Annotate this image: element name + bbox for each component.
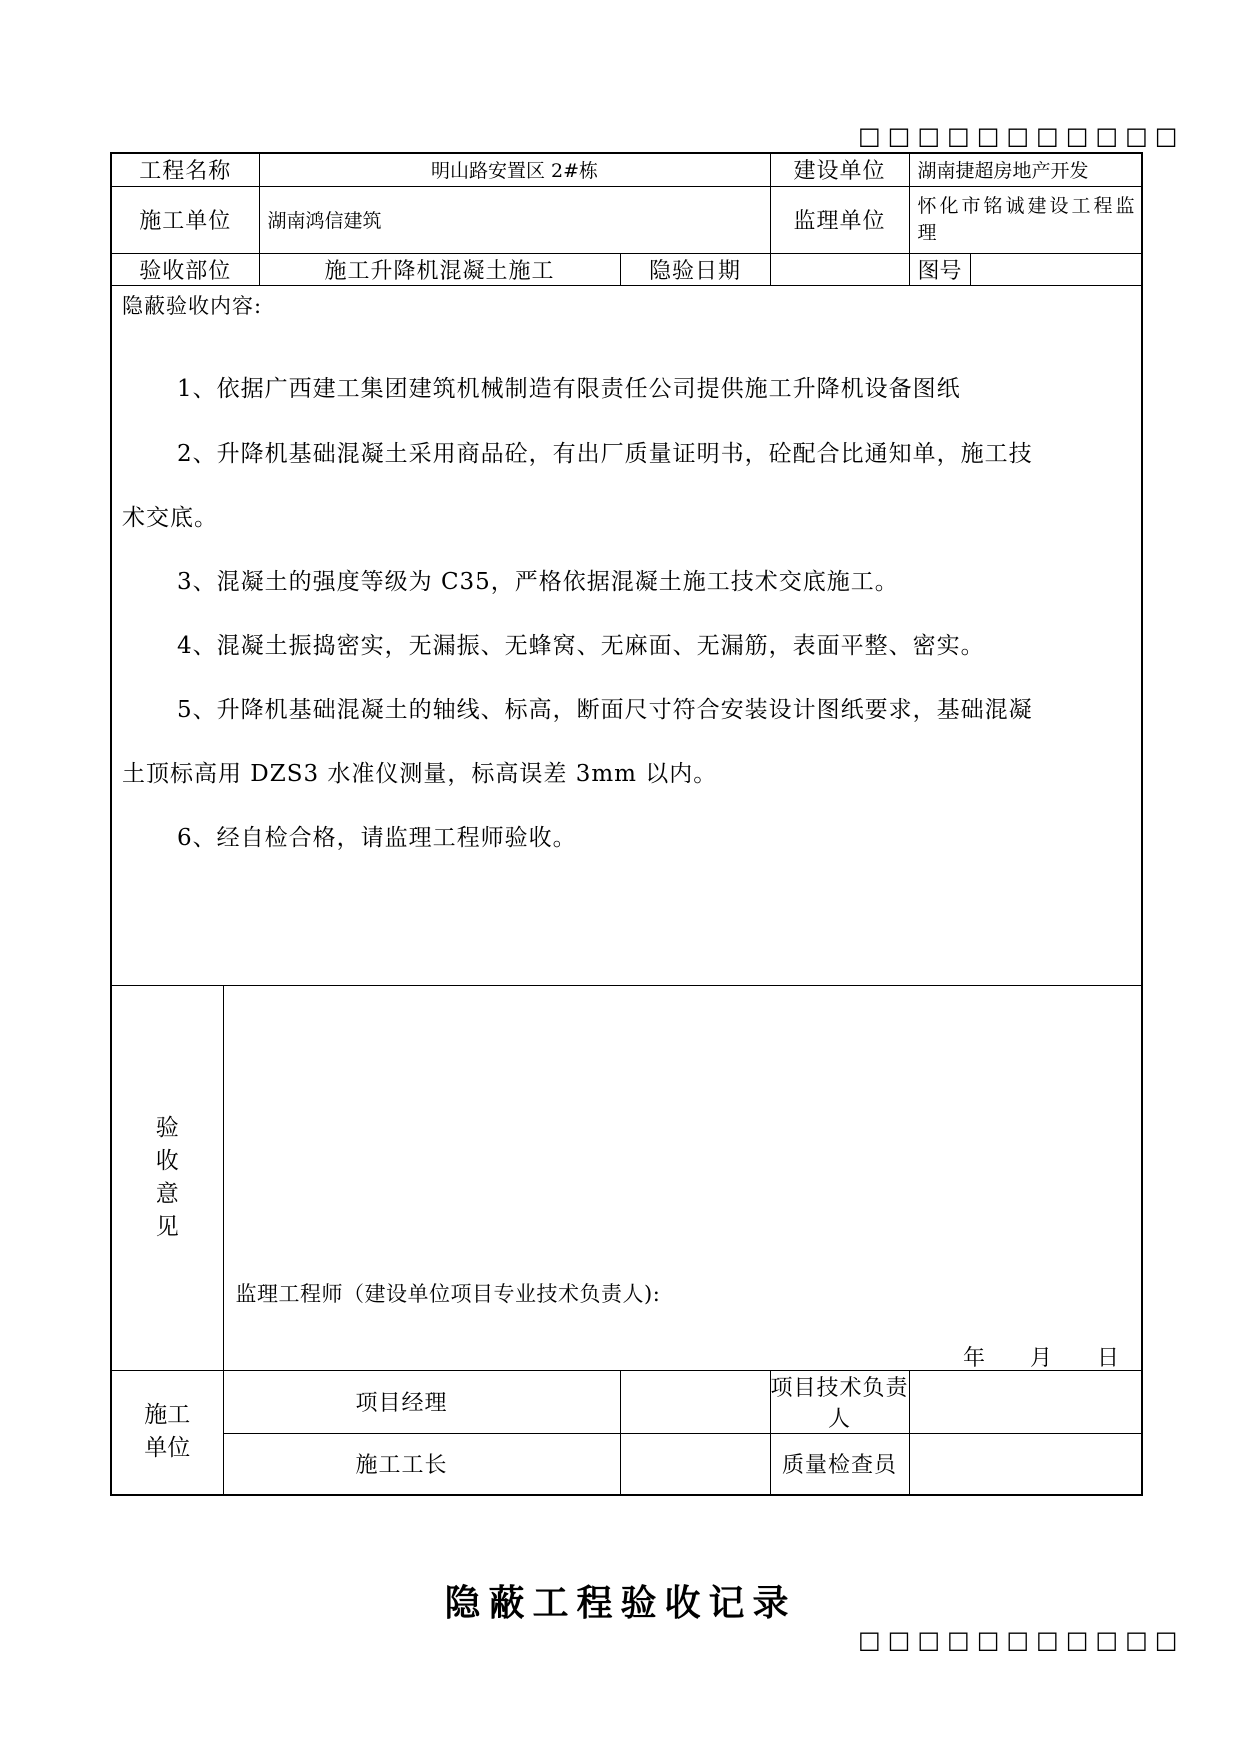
construction-unit-side-label [111, 1370, 223, 1495]
drawing-number-cell [909, 253, 1142, 285]
supervision-unit-label: 监理单位 [770, 186, 909, 253]
quality-inspector-label: 质量检查员 [770, 1433, 909, 1495]
inspection-part-value: 施工升降机混凝土施工 [259, 253, 620, 285]
content-line-4: 4、混凝土振捣密实，无漏振、无蜂窝、无麻面、无漏筋，表面平整、密实。 [177, 632, 985, 659]
content-line-1: 1、依据广西建工集团建筑机械制造有限责任公司提供施工升降机设备图纸 [177, 375, 961, 402]
construction-unit-value: 湖南鸿信建筑 [259, 186, 770, 253]
tech-lead-value [909, 1370, 1142, 1433]
date-month: 月 [1030, 1345, 1053, 1371]
opinion-char-3: 意 [155, 1180, 179, 1207]
footer-form-number-boxes: □□□□□□□□□□□ [858, 1625, 1185, 1654]
tech-lead-label: 项目技术负责人 [770, 1370, 909, 1433]
opinion-char-1: 验 [155, 1114, 179, 1141]
drawing-number-label: 图号 [910, 254, 971, 285]
construction-unit-label: 施工单位 [111, 186, 259, 253]
acceptance-opinion-label [111, 985, 223, 1370]
inspection-date-label: 隐验日期 [620, 253, 770, 285]
date-year: 年 [962, 1345, 985, 1371]
header-form-number-boxes: □□□□□□□□□□□ [858, 121, 1185, 150]
document-title: 隐蔽工程验收记录 [444, 1582, 797, 1624]
site-foreman-label: 施工工长 [223, 1433, 620, 1495]
supervisor-signature-label: 监理工程师（建设单位项目专业技术负责人): [235, 1281, 661, 1306]
supervision-unit-value: 怀化市铭诚建设工程监理 [909, 186, 1142, 253]
opinion-char-4: 见 [155, 1213, 179, 1240]
project-manager-label: 项目经理 [223, 1370, 620, 1433]
inspection-date-value [770, 253, 909, 285]
opinion-char-2: 收 [155, 1147, 179, 1174]
project-manager-value [620, 1370, 770, 1433]
signature-date [925, 1341, 1119, 1372]
project-name-label: 工程名称 [111, 153, 259, 186]
content-line-6: 6、经自检合格，请监理工程师验收。 [177, 824, 577, 851]
project-name-value: 明山路安置区 2#栋 [259, 153, 770, 186]
quality-inspector-value [909, 1433, 1142, 1495]
concealed-inspection-content [111, 285, 1142, 985]
unit-char-1: 施工 [144, 1402, 191, 1429]
content-line-5-cont: 土顶标高用 DZS3 水准仪测量，标高误差 3mm 以内。 [122, 760, 718, 787]
date-day: 日 [1097, 1345, 1120, 1371]
content-title: 隐蔽验收内容: [122, 293, 263, 318]
acceptance-opinion-area [223, 985, 1142, 1370]
content-line-5: 5、升降机基础混凝土的轴线、标高，断面尺寸符合安装设计图纸要求，基础混凝 [177, 696, 1033, 723]
unit-char-2: 单位 [144, 1435, 191, 1462]
content-line-2-cont: 术交底。 [122, 504, 218, 531]
site-foreman-value [620, 1433, 770, 1495]
builder-unit-value: 湖南捷超房地产开发 [909, 153, 1142, 186]
inspection-record-table [110, 152, 1143, 1496]
inspection-part-label: 验收部位 [111, 253, 259, 285]
content-line-2: 2、升降机基础混凝土采用商品砼，有出厂质量证明书，砼配合比通知单，施工技 [177, 440, 1033, 467]
content-line-3: 3、混凝土的强度等级为 C35，严格依据混凝土施工技术交底施工。 [177, 568, 899, 595]
builder-unit-label: 建设单位 [770, 153, 909, 186]
